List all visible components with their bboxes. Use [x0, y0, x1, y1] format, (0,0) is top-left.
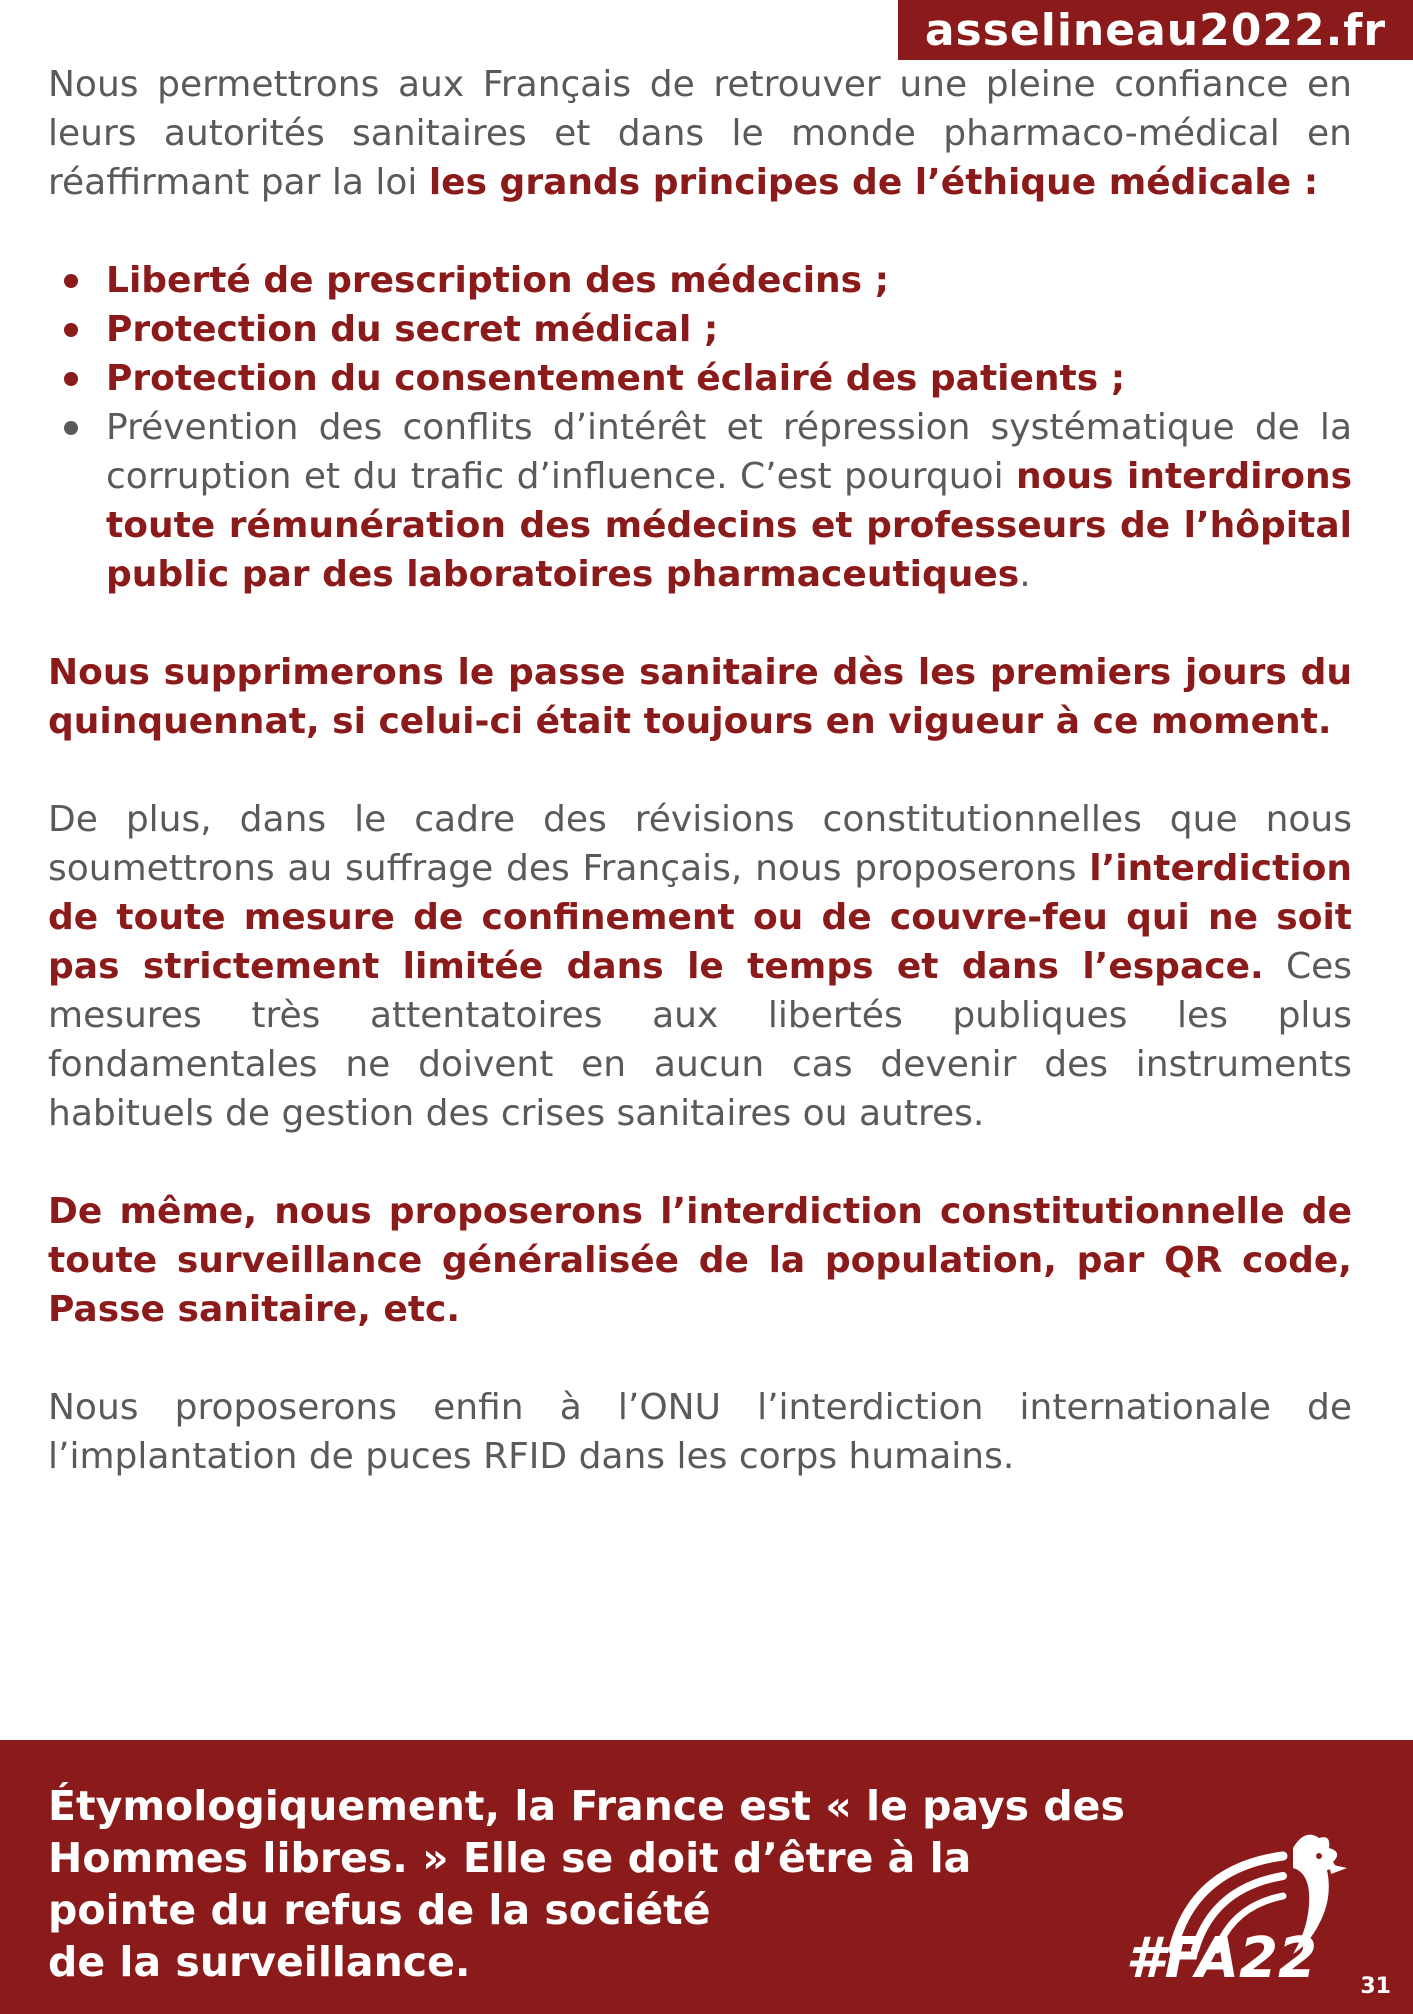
footer-quote-line: Hommes libres. » Elle se doit d’être à la: [48, 1834, 972, 1882]
intro-text: Nous permettrons aux Français de retrouver une pleine confiance en leurs autorités sanitaires et dans le monde pharmaco-médical en réaffirmant par la loi: [48, 64, 1352, 203]
page-number: 31: [1360, 1974, 1391, 1999]
intro-emphasis: les grands principes de l’éthique médicale :: [428, 162, 1319, 203]
intro-paragraph: [48, 60, 1352, 207]
footer-quote-line: pointe du refus de la société: [48, 1886, 711, 1934]
ethics-principles-list: [48, 256, 1352, 599]
bullet-icon: [64, 421, 78, 435]
constitution-text-2: Ces mesures très attentatoires aux libertés publiques les plus fondamentales ne doivent en aucun cas devenir des instruments habituels de gestion des crises sanitaires ou autres.: [48, 946, 1352, 1134]
constitution-text: De plus, dans le cadre des révisions constitutionnelles que nous soumettrons au suffrage des Français, nous proposerons: [48, 799, 1352, 889]
surveillance-paragraph: De même, nous proposerons l’interdiction constitutionnelle de toute surveillance généralisée de la population, par QR code, Passe sanitaire, etc.: [48, 1191, 1352, 1330]
footer-quote-line: de la surveillance.: [48, 1938, 471, 1986]
list-item-text: Protection du secret médical ;: [106, 309, 719, 350]
site-url-banner[interactable]: asselineau2022.fr: [898, 0, 1413, 60]
list-item: [48, 305, 1352, 354]
list-item: [48, 354, 1352, 403]
footer-band: [0, 1740, 1413, 2014]
list-item: [48, 256, 1352, 305]
constitution-paragraph: [48, 795, 1352, 1138]
list-item-text: Protection du consentement éclairé des patients ;: [106, 358, 1126, 399]
list-item: [48, 403, 1352, 599]
footer-quote: [48, 1780, 1198, 1988]
onu-paragraph: Nous proposerons enfin à l’ONU l’interdiction internationale de l’implantation de puces RFID dans les corps humains.: [48, 1387, 1352, 1477]
pass-sanitaire-paragraph: Nous supprimerons le passe sanitaire dès les premiers jours du quinquennat, si celui-ci était toujours en vigueur à ce moment.: [48, 652, 1352, 742]
list-item-end: .: [1019, 554, 1031, 595]
bullet-icon: [64, 323, 78, 337]
constitution-emphasis: l’interdiction de toute mesure de confinement ou de couvre-feu qui ne soit pas strictement limitée dans le temps et dans l’espace.: [48, 848, 1352, 987]
bullet-icon: [64, 372, 78, 386]
campaign-hashtag: #FA22: [1125, 1926, 1317, 1991]
main-content: [48, 60, 1352, 1530]
list-item-emphasis: nous interdirons toute rémunération des médecins et professeurs de l’hôpital public par des laboratoires pharmaceutiques: [106, 456, 1353, 595]
footer-quote-line: Étymologiquement, la France est « le pays des: [48, 1782, 1125, 1830]
list-item-text: Prévention des conflits d’intérêt et répression systématique de la corruption et du trafic d’influence. C’est pourquoi: [106, 407, 1352, 497]
list-item-text: Liberté de prescription des médecins ;: [106, 260, 890, 301]
bullet-icon: [64, 274, 78, 288]
